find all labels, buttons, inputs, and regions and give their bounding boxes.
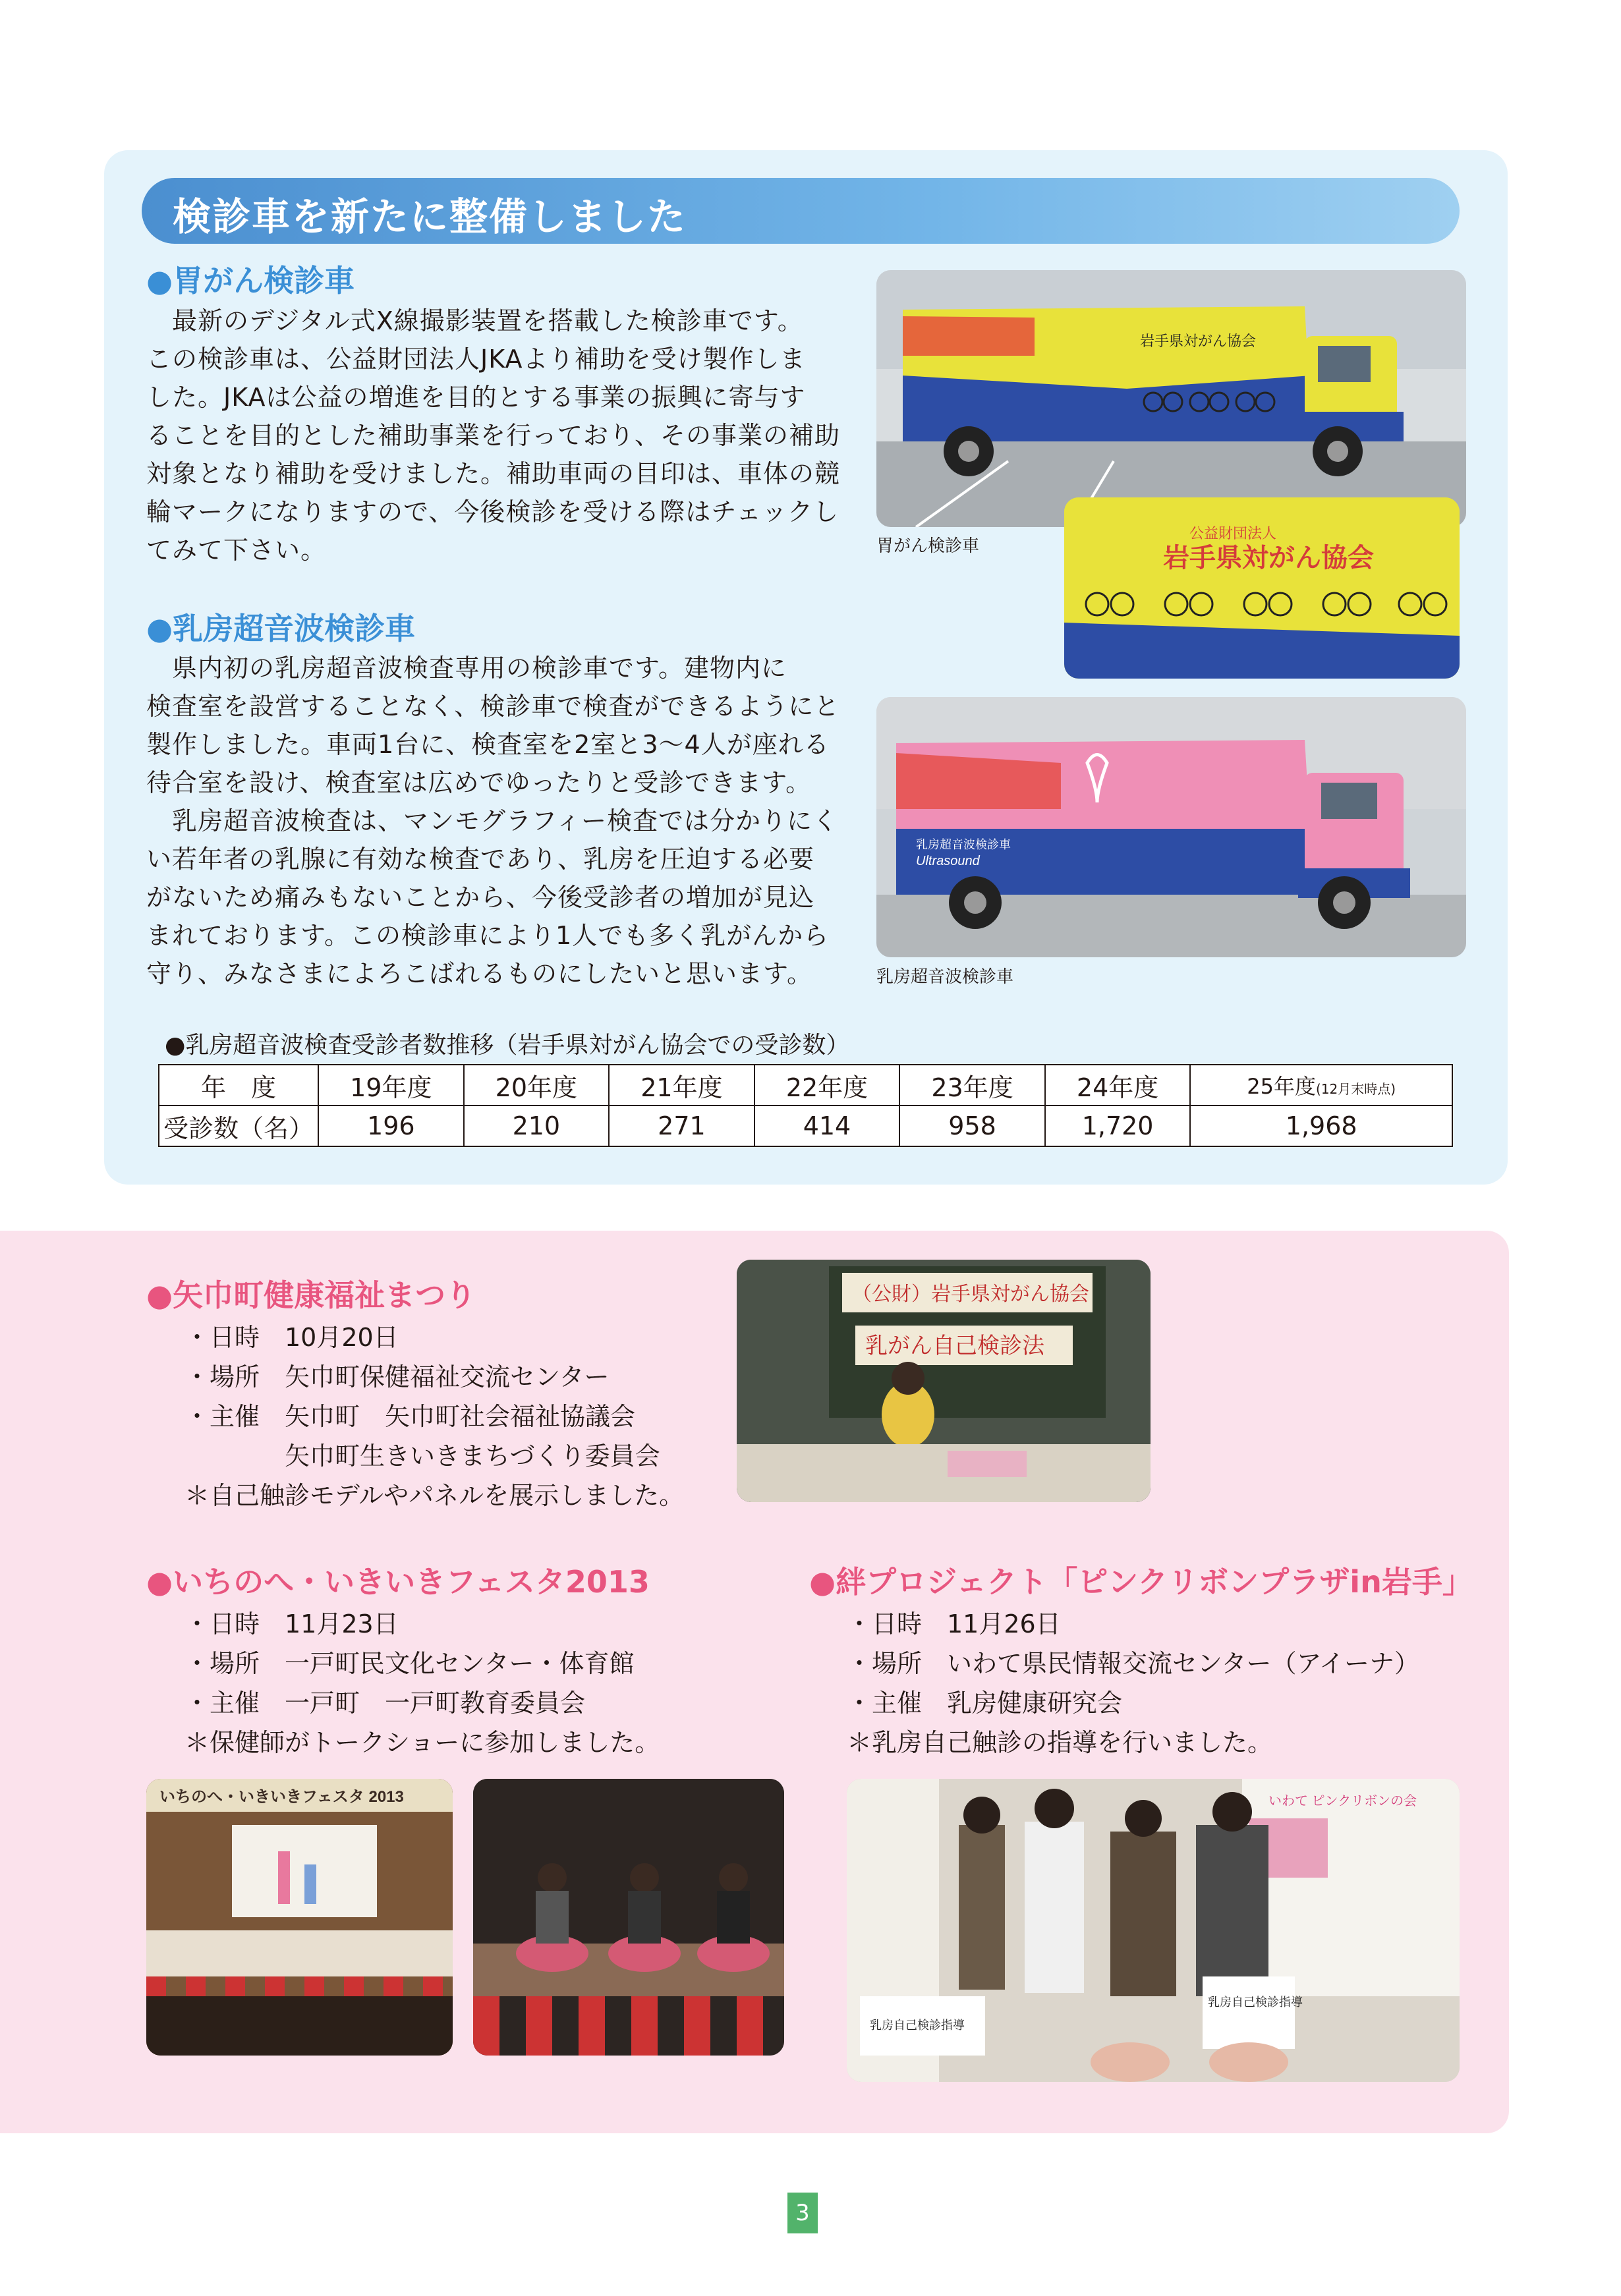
breast-line: がないため痛みもないことから、今後受診者の増加が見込 [146, 883, 815, 912]
stomach-truck-caption: 胃がん検診車 [876, 536, 980, 556]
ichinohe-talkshow-photo [473, 1779, 784, 2056]
breast-line: 守り、みなさまによろこばれるものにしたいと思います。 [146, 959, 812, 988]
photo-sign: いわて ピンクリボンの会 [1268, 1794, 1417, 1808]
event-line: ＊自己触診モデルやパネルを展示しました。 [185, 1481, 685, 1510]
yahaba-heading: ●矢巾町健康福祉まつり [146, 1277, 476, 1313]
event-line: ・日時 10月20日 [185, 1323, 399, 1352]
svg-text:岩手県対がん協会: 岩手県対がん協会 [1163, 543, 1374, 573]
table-year-label: 25年度 [1247, 1074, 1317, 1099]
sign-text: （公財）岩手県対がん協会 [852, 1283, 1089, 1305]
breast-line: 県内初の乳房超音波検査専用の検診車です。建物内に [146, 654, 787, 683]
table-year: 20年度 [464, 1065, 610, 1106]
table-title: ●乳房超音波検査受診者数推移（岩手県対がん協会での受診数） [165, 1032, 850, 1059]
kizuna-details [847, 1604, 1499, 1762]
stomach-line: 最新のデジタル式X線撮影装置を搭載した検診車です。 [146, 306, 803, 335]
page-number: 3 [787, 2193, 818, 2233]
stomach-truck-closeup-photo [1064, 497, 1460, 679]
stomach-line: 輪マークになりますので、今後検診を受ける際はチェックし [146, 497, 839, 526]
table-year: 22年度 [754, 1065, 900, 1106]
event-line: ＊保健師がトークショーに参加しました。 [185, 1728, 660, 1757]
table-count: 958 [899, 1106, 1045, 1146]
sign-text: 乳がん自己検診法 [865, 1333, 1044, 1358]
event-line: ＊乳房自己触診の指導を行いました。 [847, 1728, 1273, 1757]
ichinohe-heading: ●いちのへ・いきいきフェスタ2013 [146, 1564, 650, 1600]
svg-text:Ultrasound: Ultrasound [916, 854, 980, 868]
event-line: 矢巾町生きいきまちづくり委員会 [185, 1442, 660, 1470]
event-line: ・日時 11月26日 [847, 1610, 1061, 1638]
ultrasound-truck-photo [876, 697, 1466, 957]
stomach-heading: ●胃がん検診車 [146, 263, 355, 298]
breast-line: まれております。この検診車により1人でも多く乳がんから [146, 921, 830, 950]
ichinohe-stage-photo [146, 1779, 453, 2056]
event-line: ・主催 乳房健康研究会 [847, 1689, 1123, 1718]
event-line: ・日時 11月23日 [185, 1610, 399, 1638]
table-row-label: 受診数（名） [159, 1106, 318, 1146]
section-title: 検診車を新たに整備しました [173, 194, 687, 239]
kizuna-group-photo [847, 1779, 1460, 2082]
event-line: ・場所 一戸町民文化センター・体育館 [185, 1649, 635, 1678]
event-line: ・主催 一戸町 一戸町教育委員会 [185, 1689, 586, 1718]
table-year: 24年度 [1045, 1065, 1191, 1106]
breast-line: 検査室を設営することなく、検診車で検査ができるようにと [146, 692, 840, 721]
stomach-paragraph [146, 302, 858, 569]
event-line: ・場所 いわて県民情報交流センター（アイーナ） [847, 1649, 1420, 1678]
yahaba-details [185, 1318, 751, 1515]
stomach-line: てみて下さい。 [146, 536, 327, 565]
table-count: 414 [754, 1106, 900, 1146]
yahaba-booth-photo [737, 1260, 1151, 1502]
photo-sign: 乳房自己検診指導 [870, 2019, 965, 2032]
table-header-row [159, 1065, 1452, 1106]
table-count-row [159, 1106, 1452, 1146]
truck-text-org: 岩手県対がん協会 [1140, 333, 1257, 349]
stomach-line: した。JKAは公益の増進を目的とする事業の振興に寄与す [146, 383, 806, 412]
stomach-line: この検診車は、公益財団法人JKAより補助を受け製作しま [146, 345, 806, 374]
stomach-line: 対象となり補助を受けました。補助車両の目印は、車体の競 [146, 459, 841, 488]
banner-text: いちのへ・いきいきフェスタ 2013 [159, 1788, 404, 1806]
breast-paragraph [146, 649, 858, 993]
table-count: 1,968 [1190, 1106, 1452, 1146]
table-year: 19年度 [318, 1065, 464, 1106]
kizuna-heading: ●絆プロジェクト「ピンクリボンプラザin岩手」 [809, 1564, 1473, 1600]
examinee-count-table [158, 1064, 1453, 1147]
breast-line: 待合室を設け、検査室は広めでゆったりと受診できます。 [146, 768, 812, 797]
table-count: 271 [609, 1106, 754, 1146]
table-count: 196 [318, 1106, 464, 1146]
stomach-line: ることを目的とした補助事業を行っており、その事業の補助 [146, 421, 841, 450]
table-count: 210 [464, 1106, 610, 1146]
table-header-label: 年 度 [159, 1065, 318, 1106]
breast-line: 乳房超音波検査は、マンモグラフィー検査では分かりにく [146, 806, 838, 835]
photo-sign: 乳房自己検診指導 [1208, 1996, 1303, 2009]
table-year-note: (12月末時点) [1316, 1081, 1396, 1097]
stomach-truck-photo [876, 270, 1466, 527]
event-line: ・主催 矢巾町 矢巾町社会福祉協議会 [185, 1402, 636, 1431]
breast-line: 製作しました。車両1台に、検査室を2室と3〜4人が座れる [146, 730, 830, 759]
breast-line: い若年者の乳腺に有効な検査であり、乳房を圧迫する必要 [146, 845, 815, 874]
table-year: 21年度 [609, 1065, 754, 1106]
table-count: 1,720 [1045, 1106, 1191, 1146]
table-year-last [1190, 1065, 1452, 1106]
svg-text:乳房超音波検診車: 乳房超音波検診車 [916, 838, 1011, 851]
event-line: ・場所 矢巾町保健福祉交流センター [185, 1362, 610, 1391]
ichinohe-details [185, 1604, 764, 1762]
breast-heading: ●乳房超音波検診車 [146, 611, 416, 646]
ultrasound-truck-caption: 乳房超音波検診車 [876, 967, 1014, 987]
table-year: 23年度 [899, 1065, 1045, 1106]
svg-text:公益財団法人: 公益財団法人 [1189, 525, 1277, 542]
